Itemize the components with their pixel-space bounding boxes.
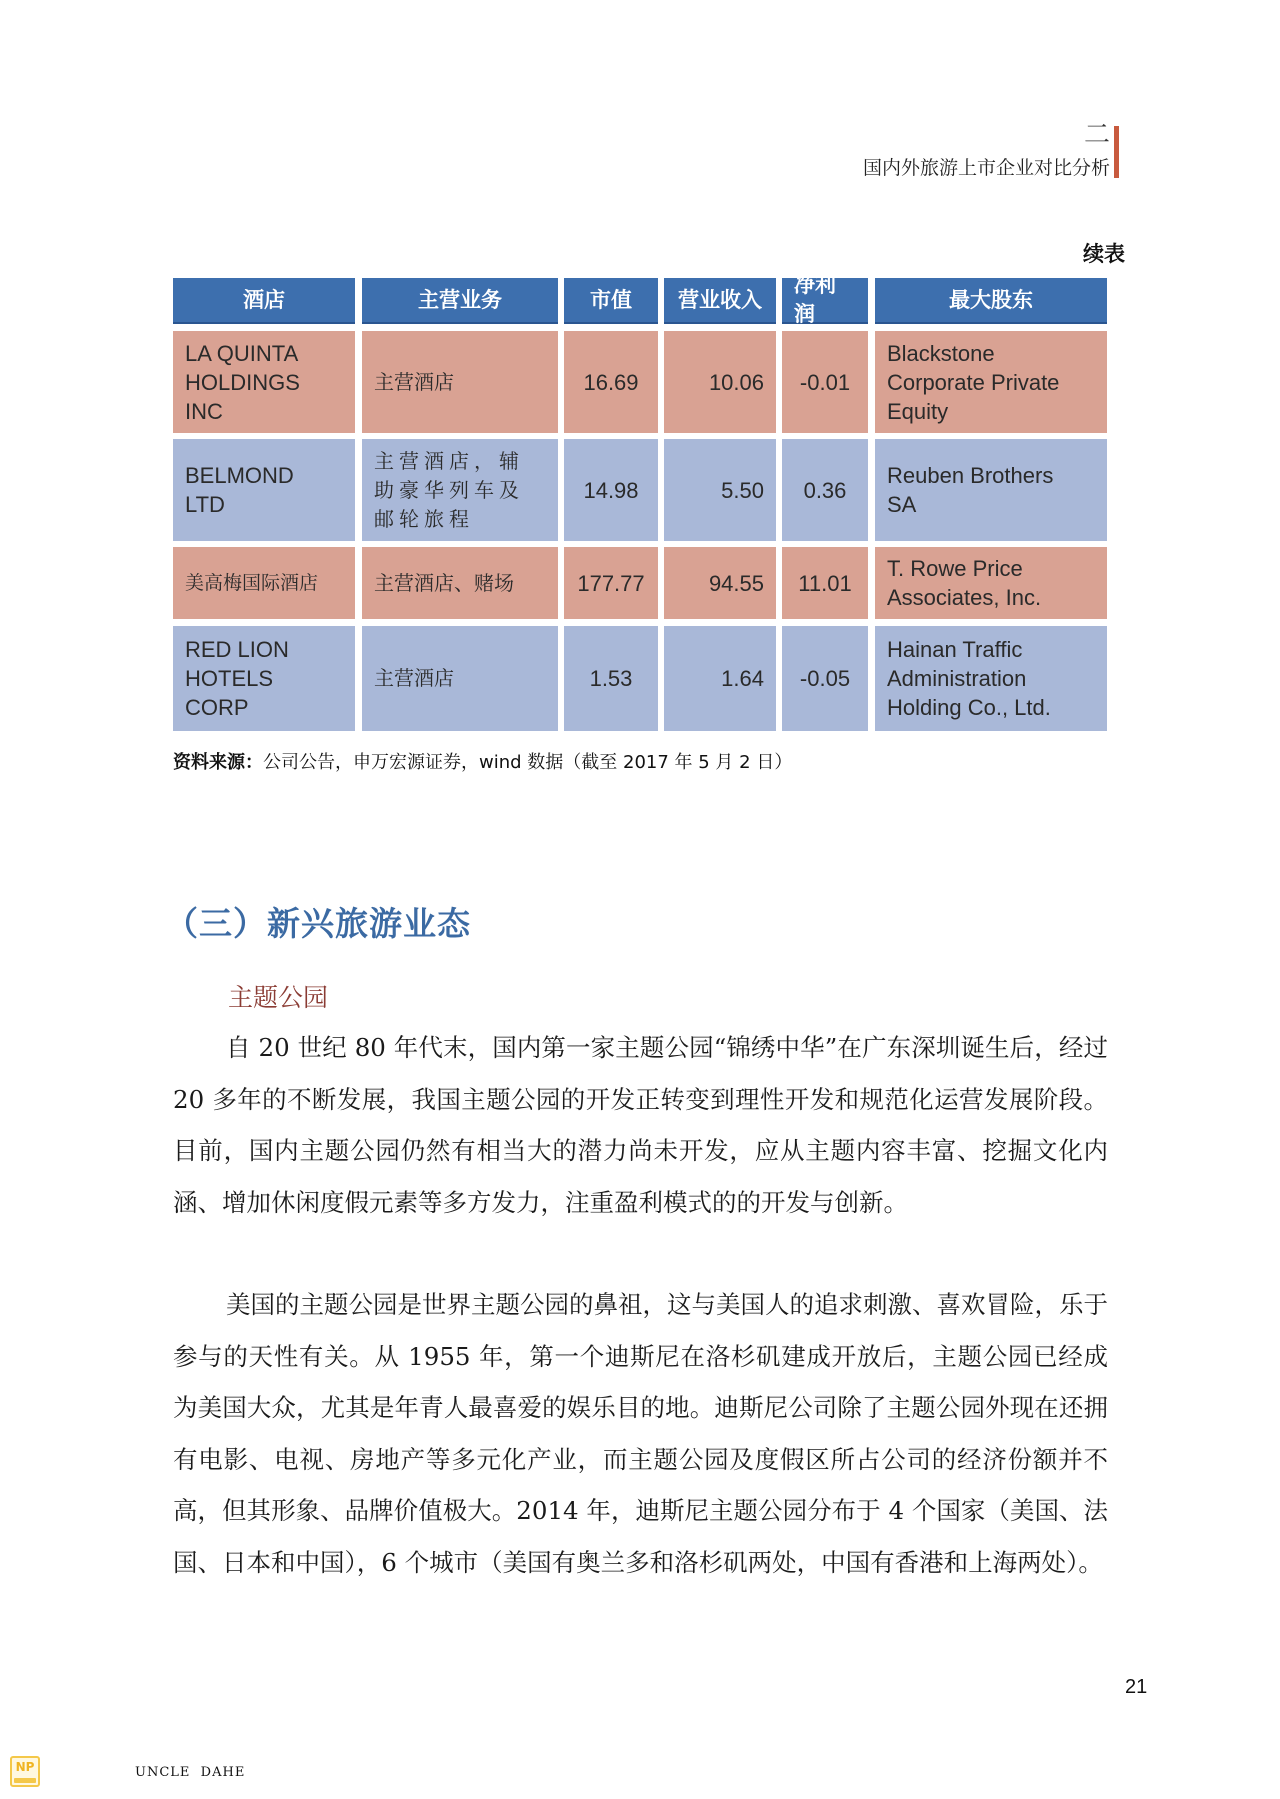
body-paragraph: 自 20 世纪 80 年代末，国内第一家主题公园“锦绣中华”在广东深圳诞生后，经过 20 多年的不断发展，我国主题公园的开发正转变到理性开发和规范化运营发展阶段。目前，国内主题公园仍然有相当大的潜力尚未开发，应从主题内容丰富、挖掘文化内涵、增加休闲度假元素等多方发力，注重盈利模式的的开发与创新。 xyxy=(173,1033,1108,1217)
watermark-logo-stripe xyxy=(14,1778,36,1783)
column-header-net-profit: 净利润 xyxy=(782,278,868,324)
cell-business: 主营酒店 xyxy=(362,626,558,731)
cell-revenue: 94.55 xyxy=(664,547,776,619)
cell-hotel: LA QUINTA HOLDINGS INC xyxy=(173,331,355,433)
column-header-revenue: 营业收入 xyxy=(664,278,776,324)
cell-largest-shareholder: Reuben Brothers SA xyxy=(875,439,1107,541)
cell-largest-shareholder: Blackstone Corporate Private Equity xyxy=(875,331,1107,433)
cell-net-profit: -0.01 xyxy=(782,331,868,433)
column-header-largest-shareholder: 最大股东 xyxy=(875,278,1107,324)
column-header-hotel: 酒店 xyxy=(173,278,355,324)
cell-revenue: 1.64 xyxy=(664,626,776,731)
cell-hotel: RED LION HOTELS CORP xyxy=(173,626,355,731)
cell-market-cap: 1.53 xyxy=(564,626,658,731)
cell-largest-shareholder: Hainan Traffic Administration Holding Co., Ltd. xyxy=(875,626,1107,731)
cell-business: 主营酒店、赌场 xyxy=(362,547,558,619)
cell-revenue: 10.06 xyxy=(664,331,776,433)
chapter-title: 国内外旅游上市企业对比分析 xyxy=(862,157,1110,179)
cell-hotel: 美高梅国际酒店 xyxy=(173,547,355,619)
watermark-logo-text: NP xyxy=(15,1760,35,1774)
watermark-logo-icon xyxy=(10,1756,40,1787)
cell-business: 主营酒店 xyxy=(362,331,558,433)
page-number: 21 xyxy=(1125,1676,1148,1698)
chapter-accent-bar xyxy=(1114,126,1119,178)
cell-largest-shareholder: T. Rowe Price Associates, Inc. xyxy=(875,547,1107,619)
column-header-business: 主营业务 xyxy=(362,278,558,324)
subsection-heading: 主题公园 xyxy=(228,983,329,1012)
body-paragraph: 美国的主题公园是世界主题公园的鼻祖，这与美国人的追求刺激、喜欢冒险，乐于参与的天性有关。从 1955 年，第一个迪斯尼在洛杉矶建成开放后，主题公园已经成为美国大众，尤其是年青人最喜爱的娱乐目的地。迪斯尼公司除了主题公园外现在还拥有电影、电视、房地产等多元化产业，而主题公园及度假区所占公司的经济份额并不高，但其形象、品牌价值极大。2014 年，迪斯尼主题公园分布于 4 个国家（美国、法国、日本和中国），6 个城市（美国有奥兰多和洛杉矶两处，中国有香港和上海两处）。 xyxy=(173,1290,1108,1577)
source-text: 公司公告，申万宏源证券，wind 数据（截至 2017 年 5 月 2 日） xyxy=(263,752,793,773)
section-heading: （三）新兴旅游业态 xyxy=(165,904,471,943)
table-continued-label: 续表 xyxy=(1083,242,1125,266)
cell-business: 主营酒店，辅助豪华列车及邮轮旅程 xyxy=(362,439,558,541)
chapter-number: 二 xyxy=(1083,120,1110,150)
cell-hotel: BELMOND LTD xyxy=(173,439,355,541)
cell-revenue: 5.50 xyxy=(664,439,776,541)
cell-net-profit: 11.01 xyxy=(782,547,868,619)
table-source-note xyxy=(173,748,792,774)
cell-market-cap: 16.69 xyxy=(564,331,658,433)
cell-market-cap: 177.77 xyxy=(564,547,658,619)
column-header-market-cap: 市值 xyxy=(564,278,658,324)
source-label: 资料来源： xyxy=(173,752,263,773)
cell-market-cap: 14.98 xyxy=(564,439,658,541)
watermark-text: UNCLE DAHE xyxy=(135,1765,246,1780)
cell-net-profit: 0.36 xyxy=(782,439,868,541)
cell-net-profit: -0.05 xyxy=(782,626,868,731)
